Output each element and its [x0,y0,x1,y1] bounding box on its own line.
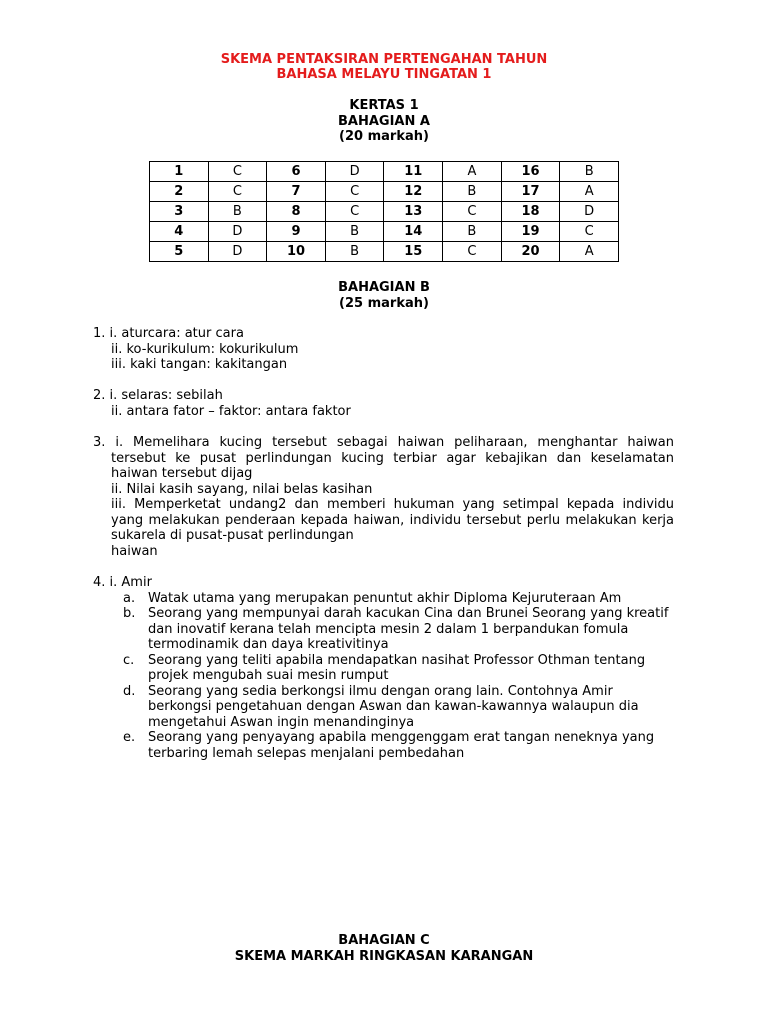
title-line-2: BAHASA MELAYU TINGATAN 1 [276,67,492,82]
section-b-name: BAHAGIAN B [338,280,430,295]
question-number-cell: 17 [501,182,560,202]
q1-line-3: iii. kaki tangan: kakitangan [111,357,288,372]
question-number-cell: 8 [267,202,326,222]
table-row [150,162,619,182]
q3-part-3: iii. Memperketat undang2 dan memberi hukuman yang setimpal kepada individu yang melakukan penderaan kepada haiwan, individu tersebut perlu melakukan kerja sukarela di pusat-pusat perlindungan [111,497,674,543]
answer-cell: B [443,182,502,202]
kertas-label: KERTAS 1 [349,98,419,113]
section-c-name: BAHAGIAN C [338,933,430,948]
answer-cell: C [208,162,267,182]
question-4-answer [93,575,674,761]
answer-key-table [149,161,619,262]
answer-cell: D [208,242,267,262]
answer-cell: D [560,202,619,222]
q2-line-2: ii. antara fator – faktor: antara faktor [111,403,351,419]
question-number-cell: 13 [384,202,443,222]
list-item: a. Watak utama yang merupakan penuntut akhir Diploma Kejuruteraan Am [123,590,622,606]
table-row [150,182,619,202]
question-number-cell: 7 [267,182,326,202]
question-number-cell: 6 [267,162,326,182]
answer-cell: B [443,222,502,242]
list-item: d. Seorang yang sedia berkongsi ilmu dengan orang lain. Contohnya Amir berkongsi pengetahuan dengan Aswan dan kawan-kawannya walaupun dia mengetahui Aswan ingin menandinginya [123,683,639,730]
table-row [150,242,619,262]
answer-cell: B [208,202,267,222]
answer-cell: C [208,182,267,202]
table-row [150,202,619,222]
answer-cell: A [560,242,619,262]
question-1-answer [93,326,298,373]
answer-cell: A [560,182,619,202]
answer-cell: B [325,242,384,262]
section-a-header [0,98,768,145]
question-number-cell: 3 [150,202,209,222]
table-row [150,222,619,242]
question-2-answer [93,388,351,419]
section-a-name: BAHAGIAN A [338,113,430,129]
list-item: e. Seorang yang penyayang apabila menggenggam erat tangan neneknya yang terbaring lemah selepas menjalani pembedahan [123,730,655,761]
question-number-cell: 19 [501,222,560,242]
question-number-cell: 15 [384,242,443,262]
answer-cell: C [560,222,619,242]
q2-line-1: 2. i. selaras: sebilah [93,388,223,403]
title-line-1: SKEMA PENTAKSIRAN PERTENGAHAN TAHUN [220,52,548,67]
answer-cell: B [560,162,619,182]
answer-cell: D [208,222,267,242]
question-number-cell: 5 [150,242,209,262]
q4-points-list [93,591,674,762]
q1-line-2: ii. ko-kurikulum: kokurikulum [111,341,299,357]
section-c-header [0,933,768,964]
answer-cell: C [325,202,384,222]
question-number-cell: 10 [267,242,326,262]
q3-part-2: ii. Nilai kasih sayang, nilai belas kasihan [111,481,373,497]
question-number-cell: 12 [384,182,443,202]
section-b-marks: (25 markah) [339,295,429,311]
list-item: c. Seorang yang teliti apabila mendapatkan nasihat Professor Othman tentang projek mengubah suai mesin rumput [123,652,646,683]
question-number-cell: 11 [384,162,443,182]
q4-line-1: 4. i. Amir [93,575,152,590]
q3-part-4: haiwan [111,543,158,559]
question-number-cell: 4 [150,222,209,242]
q3-part-1: 3. i. Memelihara kucing tersebut sebagai haiwan peliharaan, menghantar haiwan tersebut ke pusat perlindungan kucing terbiar agar kebajikan dan keselamatan haiwan tersebut dijag [93,435,674,481]
question-number-cell: 9 [267,222,326,242]
question-number-cell: 14 [384,222,443,242]
answer-cell: C [325,182,384,202]
section-a-marks: (20 markah) [339,129,429,144]
answer-cell: B [325,222,384,242]
section-c-subtitle: SKEMA MARKAH RINGKASAN KARANGAN [234,948,534,964]
question-number-cell: 16 [501,162,560,182]
answer-cell: D [325,162,384,182]
answer-cell: C [443,202,502,222]
document-title [0,52,768,82]
question-number-cell: 1 [150,162,209,182]
section-b-header [0,280,768,311]
q1-line-1: 1. i. aturcara: atur cara [93,326,244,341]
answer-cell: C [443,242,502,262]
list-item: b. Seorang yang mempunyai darah kacukan Cina dan Brunei Seorang yang kreatif dan inovatif kerana telah mencipta mesin 2 dalam 1 berpandukan fomula termodinamik dan daya kreativitinya [123,606,669,652]
answer-cell: A [443,162,502,182]
question-number-cell: 18 [501,202,560,222]
question-number-cell: 20 [501,242,560,262]
question-3-answer [93,435,674,559]
question-number-cell: 2 [150,182,209,202]
